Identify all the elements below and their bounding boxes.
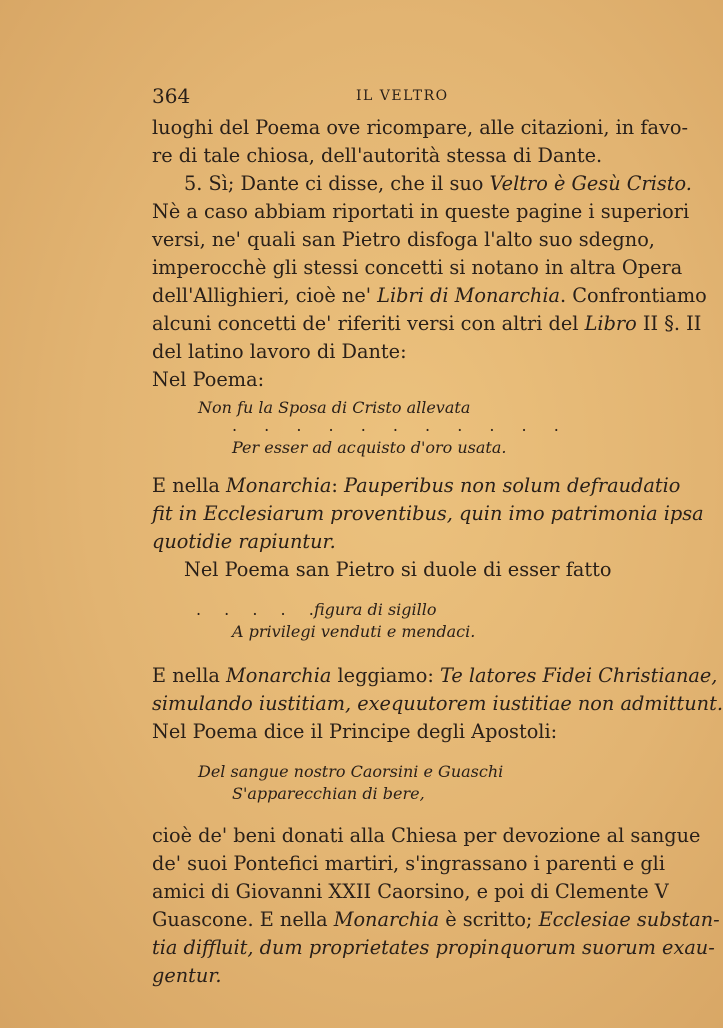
text-line: de' suoi Pontefici martiri, s'ingrassano i parenti e gli: [152, 852, 665, 875]
text-line: versi, ne' quali san Pietro disfoga l'alto suo sdegno,: [152, 228, 655, 251]
text-line: tia diffluit, dum proprietates propinquorum suorum exau-: [152, 936, 715, 959]
text-line: [152, 906, 720, 934]
text-line: quotidie rapiuntur.: [152, 530, 336, 553]
text-span: E nella: [152, 474, 226, 497]
paragraph-poema: [152, 556, 642, 584]
text-line: [152, 472, 681, 500]
paragraph-monarchia-2: [152, 662, 723, 746]
text-line: Nè a caso abbiam riportati in queste pagine i superiori: [152, 200, 690, 223]
text-span: è scritto;: [439, 908, 539, 931]
text-span-italic: Monarchia: [333, 908, 440, 931]
paragraph-section-5: [152, 170, 707, 394]
text-line: simulando iustitiam, exequutorem iustitiae non admittunt.: [152, 692, 723, 715]
page-header: [152, 84, 642, 108]
text-line: gentur.: [152, 964, 222, 987]
text-span-italic: Libro: [584, 312, 637, 335]
ellipsis-dots: . . . . .: [196, 600, 323, 619]
page-number: 364: [152, 84, 191, 108]
text-line: [152, 310, 702, 338]
verse-line: A privilegi venduti e mendaci.: [232, 622, 476, 641]
paragraph-conclusion: [152, 822, 720, 990]
text-span-italic: Libri di Monarchia: [377, 284, 560, 307]
text-span: :: [331, 474, 345, 497]
paragraph-monarchia-1: [152, 472, 704, 556]
text-line: re di tale chiosa, dell'autorità stessa di Dante.: [152, 144, 603, 167]
text-span: alcuni concetti de' riferiti versi con altri del: [152, 312, 585, 335]
verse-line: S'apparecchian di bere,: [232, 784, 425, 803]
text-line: [152, 170, 692, 198]
text-span-italic: Monarchia: [226, 474, 332, 497]
verse-line: Del sangue nostro Caorsini e Guaschi: [198, 762, 504, 781]
text-span-italic: Te latores Fidei Christianae,: [439, 664, 718, 687]
verse-line: Non fu la Sposa di Cristo allevata: [198, 398, 471, 417]
text-span-italic: Monarchia: [226, 664, 332, 687]
text-line: luoghi del Poema ove ricompare, alle citazioni, in favo-: [152, 116, 688, 139]
ellipsis-dots: . . . . . . . . . . .: [232, 416, 570, 435]
text-span: leggiamo:: [331, 664, 440, 687]
running-title: IL VELTRO: [356, 88, 449, 104]
text-line: Nel Poema san Pietro si duole di esser fatto: [184, 558, 612, 581]
text-span-italic: Ecclesiae substan-: [538, 908, 720, 931]
text-line: fit in Ecclesiarum proventibus, quin imo patrimonia ipsa: [152, 502, 704, 525]
paragraph-continuation: [152, 114, 688, 170]
text-line: imperocchè gli stessi concetti si notano in altra Opera: [152, 256, 683, 279]
text-line: [152, 282, 707, 310]
text-span: E nella: [152, 664, 226, 687]
text-span: dell'Allighieri, cioè ne': [152, 284, 378, 307]
text-span: II §. II: [636, 312, 702, 335]
text-line: Nel Poema dice il Principe degli Apostoli:: [152, 720, 558, 743]
text-line: cioè de' beni donati alla Chiesa per devozione al sangue: [152, 824, 701, 847]
text-line: [152, 662, 718, 690]
text-span: . Confrontiamo: [560, 284, 707, 307]
verse-line: figura di sigillo: [314, 600, 437, 619]
text-span-italic: Pauperibus non solum defraudatio: [344, 474, 681, 497]
text-span: 5. Sì; Dante ci disse, che il suo: [184, 172, 490, 195]
text-line: Nel Poema:: [152, 368, 265, 391]
text-span-italic: Veltro è Gesù Cristo.: [489, 172, 692, 195]
verse-line: Per esser ad acquisto d'oro usata.: [232, 438, 507, 457]
text-line: del latino lavoro di Dante:: [152, 340, 407, 363]
text-span: Guascone. E nella: [152, 908, 334, 931]
text-line: amici di Giovanni XXII Caorsino, e poi di Clemente V: [152, 880, 669, 903]
